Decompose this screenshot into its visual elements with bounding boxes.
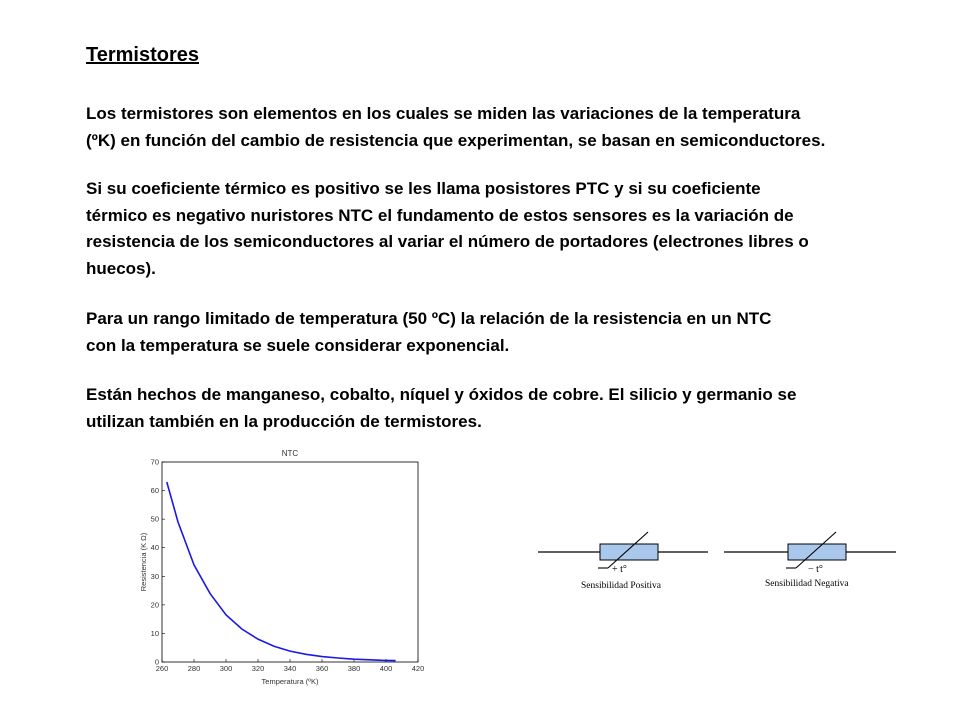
text-line: huecos).	[86, 258, 156, 278]
text-line: Para un rango limitado de temperatura (50 ºC) la relación de la resistencia en un NTC	[86, 309, 772, 328]
x-tick-label: 380	[347, 664, 361, 673]
paragraph-coefficient	[86, 176, 906, 282]
x-tick-label: 260	[155, 664, 169, 673]
x-tick-label: 280	[187, 664, 201, 673]
x-tick-label: 420	[411, 664, 425, 673]
resistor-body	[600, 544, 658, 560]
positive-temp-label: + t°	[612, 564, 627, 575]
text-line: Están hechos de manganeso, cobalto, níquel y óxidos de cobre. El silicio y germanio se	[86, 385, 797, 404]
page-title: Termistores	[86, 44, 200, 66]
y-tick-label: 20	[150, 600, 159, 610]
y-tick-label: 30	[150, 571, 159, 581]
y-tick-label: 10	[150, 628, 159, 638]
text-line: utilizan también en la producción de termistores.	[86, 411, 482, 431]
text-line: (ºK) en función del cambio de resistencia que experimentan, se basan en semiconductores.	[86, 130, 826, 150]
x-tick-label: 340	[283, 664, 297, 673]
x-tick-label: 320	[251, 664, 265, 673]
ntc-symbol	[724, 528, 900, 594]
y-axis-label: Resistencia (K Ω)	[139, 532, 148, 592]
text-line: Si su coeficiente térmico es positivo se les llama posistores PTC y si su coeficiente	[86, 179, 761, 198]
x-tick-label: 300	[219, 664, 233, 673]
text-line: resistencia de los semiconductores al variar el número de portadores (electrones libres o	[86, 232, 809, 251]
positive-caption: Sensibilidad Positiva	[581, 581, 661, 591]
x-tick-label: 400	[379, 664, 393, 673]
plot-area	[162, 462, 418, 662]
text-line: con la temperatura se suele considerar exponencial.	[86, 335, 510, 355]
chart-title: NTC	[281, 449, 299, 458]
negative-temp-label: − t°	[808, 564, 823, 575]
paragraph-materials	[86, 382, 906, 435]
ptc-symbol	[538, 528, 714, 594]
paragraph-range	[86, 306, 906, 359]
resistor-body	[788, 544, 846, 560]
text-line: Los termistores son elementos en los cuales se miden las variaciones de la temperatura	[86, 104, 801, 123]
y-tick-label: 0	[154, 657, 159, 667]
y-tick-label: 50	[150, 514, 159, 524]
x-axis-label: Temperatura (ºK)	[261, 677, 319, 686]
y-tick-label: 70	[150, 457, 159, 467]
ntc-chart	[130, 446, 430, 690]
paragraph-definition	[86, 101, 906, 154]
negative-caption: Sensibilidad Negativa	[765, 579, 849, 589]
y-tick-label: 40	[150, 543, 159, 553]
text-line: térmico es negativo nuristores NTC el fundamento de estos sensores es la variación de	[86, 205, 794, 225]
x-tick-label: 360	[315, 664, 329, 673]
y-tick-label: 60	[150, 486, 159, 496]
